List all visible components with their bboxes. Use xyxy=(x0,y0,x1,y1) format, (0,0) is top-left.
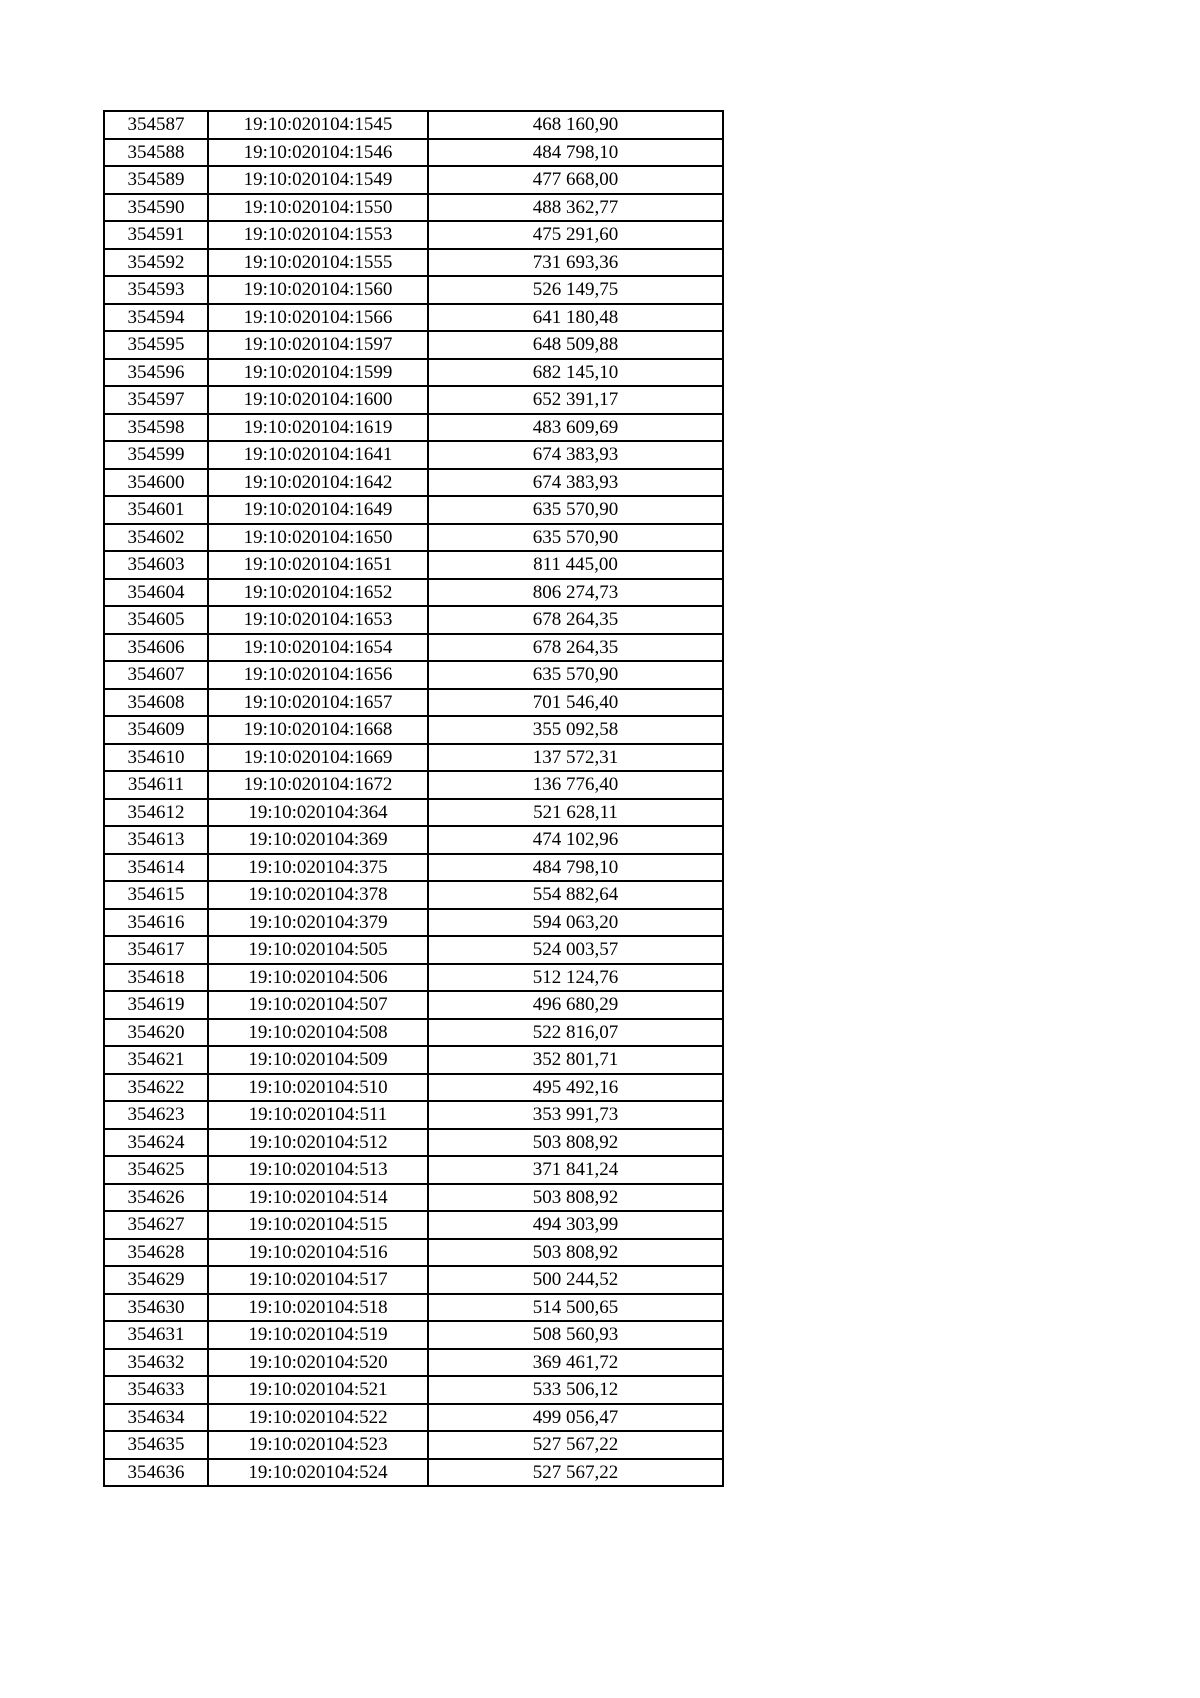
row-number-cell: 354605 xyxy=(104,606,208,634)
cadastral-value-cell: 500 244,52 xyxy=(428,1266,723,1294)
cadastral-number-cell: 19:10:020104:375 xyxy=(208,854,428,882)
row-number-cell: 354616 xyxy=(104,909,208,937)
row-number-cell: 354618 xyxy=(104,964,208,992)
row-number-cell: 354631 xyxy=(104,1321,208,1349)
cadastral-value-cell: 678 264,35 xyxy=(428,606,723,634)
table-row xyxy=(104,276,723,304)
table-row xyxy=(104,991,723,1019)
cadastral-value-cell: 475 291,60 xyxy=(428,221,723,249)
cadastral-value-cell: 371 841,24 xyxy=(428,1156,723,1184)
table-row xyxy=(104,661,723,689)
table-row xyxy=(104,881,723,909)
cadastral-number-cell: 19:10:020104:511 xyxy=(208,1101,428,1129)
cadastral-value-cell: 635 570,90 xyxy=(428,496,723,524)
table-row xyxy=(104,1129,723,1157)
cadastral-number-cell: 19:10:020104:507 xyxy=(208,991,428,1019)
row-number-cell: 354625 xyxy=(104,1156,208,1184)
row-number-cell: 354622 xyxy=(104,1074,208,1102)
cadastral-value-cell: 353 991,73 xyxy=(428,1101,723,1129)
cadastral-number-cell: 19:10:020104:1546 xyxy=(208,139,428,167)
table-row xyxy=(104,1074,723,1102)
cadastral-number-cell: 19:10:020104:369 xyxy=(208,826,428,854)
table-row xyxy=(104,166,723,194)
cadastral-number-cell: 19:10:020104:379 xyxy=(208,909,428,937)
table-row xyxy=(104,1431,723,1459)
row-number-cell: 354590 xyxy=(104,194,208,222)
cadastral-number-cell: 19:10:020104:521 xyxy=(208,1376,428,1404)
cadastral-value-cell: 484 798,10 xyxy=(428,854,723,882)
table-row xyxy=(104,1156,723,1184)
row-number-cell: 354604 xyxy=(104,579,208,607)
cadastral-value-cell: 512 124,76 xyxy=(428,964,723,992)
table-row xyxy=(104,634,723,662)
cadastral-value-cell: 136 776,40 xyxy=(428,771,723,799)
cadastral-number-cell: 19:10:020104:509 xyxy=(208,1046,428,1074)
row-number-cell: 354612 xyxy=(104,799,208,827)
cadastral-number-cell: 19:10:020104:519 xyxy=(208,1321,428,1349)
cadastral-value-cell: 527 567,22 xyxy=(428,1431,723,1459)
table-row xyxy=(104,689,723,717)
row-number-cell: 354624 xyxy=(104,1129,208,1157)
cadastral-number-cell: 19:10:020104:1600 xyxy=(208,386,428,414)
row-number-cell: 354607 xyxy=(104,661,208,689)
row-number-cell: 354627 xyxy=(104,1211,208,1239)
row-number-cell: 354633 xyxy=(104,1376,208,1404)
row-number-cell: 354601 xyxy=(104,496,208,524)
cadastral-value-cell: 811 445,00 xyxy=(428,551,723,579)
cadastral-number-cell: 19:10:020104:1599 xyxy=(208,359,428,387)
cadastral-number-cell: 19:10:020104:510 xyxy=(208,1074,428,1102)
table-row xyxy=(104,1459,723,1487)
cadastral-value-cell: 352 801,71 xyxy=(428,1046,723,1074)
row-number-cell: 354594 xyxy=(104,304,208,332)
table-row xyxy=(104,414,723,442)
row-number-cell: 354589 xyxy=(104,166,208,194)
cadastral-value-cell: 499 056,47 xyxy=(428,1404,723,1432)
cadastral-number-cell: 19:10:020104:1641 xyxy=(208,441,428,469)
row-number-cell: 354603 xyxy=(104,551,208,579)
cadastral-number-cell: 19:10:020104:520 xyxy=(208,1349,428,1377)
row-number-cell: 354599 xyxy=(104,441,208,469)
cadastral-value-cell: 635 570,90 xyxy=(428,661,723,689)
row-number-cell: 354629 xyxy=(104,1266,208,1294)
cadastral-value-cell: 652 391,17 xyxy=(428,386,723,414)
cadastral-number-cell: 19:10:020104:508 xyxy=(208,1019,428,1047)
cadastral-number-cell: 19:10:020104:523 xyxy=(208,1431,428,1459)
cadastral-value-cell: 806 274,73 xyxy=(428,579,723,607)
table-row xyxy=(104,469,723,497)
cadastral-value-cell: 503 808,92 xyxy=(428,1129,723,1157)
row-number-cell: 354626 xyxy=(104,1184,208,1212)
cadastral-value-cell: 594 063,20 xyxy=(428,909,723,937)
row-number-cell: 354635 xyxy=(104,1431,208,1459)
cadastral-number-cell: 19:10:020104:1668 xyxy=(208,716,428,744)
table-row xyxy=(104,1349,723,1377)
cadastral-number-cell: 19:10:020104:1654 xyxy=(208,634,428,662)
table-row xyxy=(104,496,723,524)
cadastral-value-cell: 488 362,77 xyxy=(428,194,723,222)
table-row xyxy=(104,606,723,634)
cadastral-value-table xyxy=(103,110,724,1487)
cadastral-value-cell: 678 264,35 xyxy=(428,634,723,662)
cadastral-value-cell: 503 808,92 xyxy=(428,1239,723,1267)
table-row xyxy=(104,1321,723,1349)
row-number-cell: 354588 xyxy=(104,139,208,167)
cadastral-number-cell: 19:10:020104:516 xyxy=(208,1239,428,1267)
cadastral-value-cell: 648 509,88 xyxy=(428,331,723,359)
row-number-cell: 354606 xyxy=(104,634,208,662)
table-row xyxy=(104,579,723,607)
cadastral-number-cell: 19:10:020104:1597 xyxy=(208,331,428,359)
table-row xyxy=(104,1019,723,1047)
cadastral-value-cell: 701 546,40 xyxy=(428,689,723,717)
table-row xyxy=(104,1184,723,1212)
table-row xyxy=(104,1211,723,1239)
cadastral-value-cell: 503 808,92 xyxy=(428,1184,723,1212)
table-row xyxy=(104,1101,723,1129)
cadastral-value-cell: 682 145,10 xyxy=(428,359,723,387)
table-body xyxy=(104,111,723,1486)
row-number-cell: 354596 xyxy=(104,359,208,387)
table-row xyxy=(104,441,723,469)
row-number-cell: 354632 xyxy=(104,1349,208,1377)
row-number-cell: 354602 xyxy=(104,524,208,552)
cadastral-number-cell: 19:10:020104:1669 xyxy=(208,744,428,772)
table-row xyxy=(104,1046,723,1074)
row-number-cell: 354615 xyxy=(104,881,208,909)
table-row xyxy=(104,826,723,854)
cadastral-number-cell: 19:10:020104:522 xyxy=(208,1404,428,1432)
cadastral-number-cell: 19:10:020104:506 xyxy=(208,964,428,992)
row-number-cell: 354593 xyxy=(104,276,208,304)
cadastral-value-cell: 731 693,36 xyxy=(428,249,723,277)
table-row xyxy=(104,524,723,552)
table-row xyxy=(104,771,723,799)
cadastral-value-cell: 495 492,16 xyxy=(428,1074,723,1102)
row-number-cell: 354628 xyxy=(104,1239,208,1267)
table-row xyxy=(104,359,723,387)
cadastral-value-cell: 554 882,64 xyxy=(428,881,723,909)
cadastral-number-cell: 19:10:020104:1550 xyxy=(208,194,428,222)
cadastral-value-cell: 494 303,99 xyxy=(428,1211,723,1239)
row-number-cell: 354587 xyxy=(104,111,208,139)
row-number-cell: 354595 xyxy=(104,331,208,359)
cadastral-value-cell: 355 092,58 xyxy=(428,716,723,744)
cadastral-number-cell: 19:10:020104:1642 xyxy=(208,469,428,497)
cadastral-number-cell: 19:10:020104:1672 xyxy=(208,771,428,799)
cadastral-value-cell: 526 149,75 xyxy=(428,276,723,304)
row-number-cell: 354623 xyxy=(104,1101,208,1129)
cadastral-number-cell: 19:10:020104:378 xyxy=(208,881,428,909)
table-row xyxy=(104,716,723,744)
cadastral-value-cell: 137 572,31 xyxy=(428,744,723,772)
row-number-cell: 354619 xyxy=(104,991,208,1019)
table-row xyxy=(104,964,723,992)
table-row xyxy=(104,1239,723,1267)
row-number-cell: 354597 xyxy=(104,386,208,414)
cadastral-number-cell: 19:10:020104:513 xyxy=(208,1156,428,1184)
row-number-cell: 354620 xyxy=(104,1019,208,1047)
table-row xyxy=(104,249,723,277)
cadastral-number-cell: 19:10:020104:515 xyxy=(208,1211,428,1239)
table-row xyxy=(104,194,723,222)
row-number-cell: 354617 xyxy=(104,936,208,964)
row-number-cell: 354598 xyxy=(104,414,208,442)
cadastral-number-cell: 19:10:020104:1549 xyxy=(208,166,428,194)
table-row xyxy=(104,386,723,414)
table-row xyxy=(104,139,723,167)
table-row xyxy=(104,1376,723,1404)
cadastral-value-cell: 484 798,10 xyxy=(428,139,723,167)
table-row xyxy=(104,221,723,249)
row-number-cell: 354600 xyxy=(104,469,208,497)
cadastral-number-cell: 19:10:020104:514 xyxy=(208,1184,428,1212)
table-row xyxy=(104,909,723,937)
row-number-cell: 354636 xyxy=(104,1459,208,1487)
cadastral-number-cell: 19:10:020104:524 xyxy=(208,1459,428,1487)
row-number-cell: 354614 xyxy=(104,854,208,882)
table-row xyxy=(104,1404,723,1432)
cadastral-number-cell: 19:10:020104:505 xyxy=(208,936,428,964)
cadastral-number-cell: 19:10:020104:1651 xyxy=(208,551,428,579)
cadastral-number-cell: 19:10:020104:518 xyxy=(208,1294,428,1322)
cadastral-number-cell: 19:10:020104:512 xyxy=(208,1129,428,1157)
cadastral-number-cell: 19:10:020104:1653 xyxy=(208,606,428,634)
cadastral-number-cell: 19:10:020104:1619 xyxy=(208,414,428,442)
cadastral-value-cell: 496 680,29 xyxy=(428,991,723,1019)
cadastral-value-cell: 533 506,12 xyxy=(428,1376,723,1404)
cadastral-value-cell: 674 383,93 xyxy=(428,469,723,497)
row-number-cell: 354634 xyxy=(104,1404,208,1432)
cadastral-number-cell: 19:10:020104:1649 xyxy=(208,496,428,524)
table-row xyxy=(104,744,723,772)
table-row xyxy=(104,551,723,579)
row-number-cell: 354613 xyxy=(104,826,208,854)
cadastral-value-cell: 474 102,96 xyxy=(428,826,723,854)
cadastral-value-cell: 635 570,90 xyxy=(428,524,723,552)
cadastral-number-cell: 19:10:020104:1657 xyxy=(208,689,428,717)
cadastral-value-cell: 508 560,93 xyxy=(428,1321,723,1349)
cadastral-value-cell: 483 609,69 xyxy=(428,414,723,442)
row-number-cell: 354591 xyxy=(104,221,208,249)
cadastral-number-cell: 19:10:020104:517 xyxy=(208,1266,428,1294)
cadastral-number-cell: 19:10:020104:1555 xyxy=(208,249,428,277)
row-number-cell: 354609 xyxy=(104,716,208,744)
cadastral-value-cell: 468 160,90 xyxy=(428,111,723,139)
cadastral-value-cell: 641 180,48 xyxy=(428,304,723,332)
cadastral-number-cell: 19:10:020104:1650 xyxy=(208,524,428,552)
table-row xyxy=(104,854,723,882)
table-row xyxy=(104,111,723,139)
cadastral-number-cell: 19:10:020104:1566 xyxy=(208,304,428,332)
row-number-cell: 354621 xyxy=(104,1046,208,1074)
cadastral-value-cell: 477 668,00 xyxy=(428,166,723,194)
row-number-cell: 354608 xyxy=(104,689,208,717)
cadastral-value-cell: 674 383,93 xyxy=(428,441,723,469)
table-row xyxy=(104,936,723,964)
cadastral-number-cell: 19:10:020104:1652 xyxy=(208,579,428,607)
cadastral-value-cell: 369 461,72 xyxy=(428,1349,723,1377)
cadastral-value-cell: 522 816,07 xyxy=(428,1019,723,1047)
table-row xyxy=(104,331,723,359)
table-row xyxy=(104,1294,723,1322)
table-row xyxy=(104,1266,723,1294)
row-number-cell: 354610 xyxy=(104,744,208,772)
cadastral-value-cell: 521 628,11 xyxy=(428,799,723,827)
table-row xyxy=(104,799,723,827)
row-number-cell: 354630 xyxy=(104,1294,208,1322)
cadastral-number-cell: 19:10:020104:364 xyxy=(208,799,428,827)
cadastral-number-cell: 19:10:020104:1553 xyxy=(208,221,428,249)
row-number-cell: 354592 xyxy=(104,249,208,277)
row-number-cell: 354611 xyxy=(104,771,208,799)
cadastral-number-cell: 19:10:020104:1656 xyxy=(208,661,428,689)
cadastral-value-cell: 514 500,65 xyxy=(428,1294,723,1322)
cadastral-number-cell: 19:10:020104:1545 xyxy=(208,111,428,139)
cadastral-value-cell: 527 567,22 xyxy=(428,1459,723,1487)
cadastral-number-cell: 19:10:020104:1560 xyxy=(208,276,428,304)
table-row xyxy=(104,304,723,332)
cadastral-value-cell: 524 003,57 xyxy=(428,936,723,964)
